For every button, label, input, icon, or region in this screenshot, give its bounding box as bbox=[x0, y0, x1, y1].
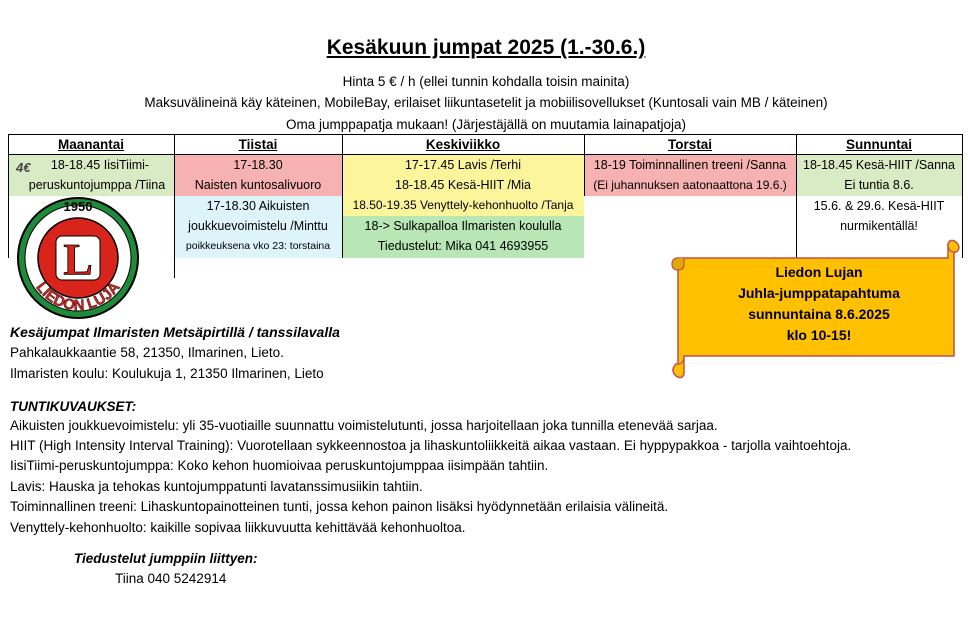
price-badge: 4€ bbox=[16, 160, 31, 175]
contact-line: Tiina 040 5242914 bbox=[115, 571, 227, 586]
wednesday-slot-2 bbox=[342, 216, 584, 258]
thursday-slot-1 bbox=[584, 155, 796, 196]
description-item: IisiTiimi-peruskuntojumppa: Koko kehon huomioivaa peruskuntojumppaa iisimpään tahtiin. bbox=[10, 458, 549, 473]
tuesday-line-2: Naisten kuntosalivuoro bbox=[194, 178, 322, 192]
wednesday-line-5: Tiedustelut: Mika 041 4693955 bbox=[377, 239, 549, 253]
day-header-wednesday: Keskiviikko bbox=[425, 137, 501, 152]
thursday-line-2: (Ei juhannuksen aatonaattona 19.6.) bbox=[593, 178, 787, 192]
price-info: Hinta 5 € / h (ellei tunnin kohdalla toisin mainita) bbox=[342, 74, 630, 89]
sunday-line-2: Ei tuntia 8.6. bbox=[844, 178, 914, 192]
banner-line-2: Juhla-jumppatapahtuma bbox=[738, 285, 900, 301]
grid-line bbox=[584, 134, 585, 196]
grid-line bbox=[342, 134, 343, 258]
description-item: Venyttely-kehonhuolto: kaikille sopivaa liikkuvuutta kehittävää kehonhuoltoa. bbox=[10, 520, 466, 535]
tuesday-line-3: 17-18.30 Aikuisten bbox=[206, 199, 310, 213]
description-item: HIIT (High Intensity Interval Training): Vuorotellaan sykkeennostoa ja lihaskuntoliikkeitä aikaa vastaan. Ei hyppypakkoa - tarjolla vaihtoehtoja. bbox=[10, 438, 852, 453]
monday-line-2: peruskuntojumppa /Tiina bbox=[28, 178, 166, 192]
tuesday-line-4: joukkuevoimistelu /Minttu bbox=[188, 219, 328, 233]
logo-year: 1950 bbox=[63, 199, 93, 214]
grid-line bbox=[8, 134, 963, 135]
description-item: Lavis: Hauska ja tehokas kuntojumppatunti lavatanssimusiikin tahtiin. bbox=[10, 479, 423, 494]
day-header-tuesday: Tiistai bbox=[238, 137, 278, 152]
day-header-thursday: Torstai bbox=[667, 137, 712, 152]
day-header-sunday: Sunnuntai bbox=[846, 137, 912, 152]
sunday-line-4: nurmikentällä! bbox=[840, 219, 918, 233]
location-heading: Kesäjumpat Ilmaristen Metsäpirtillä / tanssilavalla bbox=[10, 324, 340, 340]
logo-text: LIEDON LUJA bbox=[32, 278, 124, 315]
wednesday-line-2: 18-18.45 Kesä-HIIT /Mia bbox=[395, 178, 531, 192]
sunday-slot-1 bbox=[796, 155, 962, 196]
event-banner bbox=[668, 236, 964, 382]
tuesday-line-1: 17-18.30 bbox=[233, 158, 283, 172]
banner-line-1: Liedon Lujan bbox=[775, 264, 863, 280]
contact-heading: Tiedustelut jumppiin liittyen: bbox=[74, 551, 258, 566]
logo-letter: L bbox=[63, 235, 93, 284]
description-item: Aikuisten joukkuevoimistelu: yli 35-vuotiaille suunnattu voimistelutunti, jossa harjoitellaan joka tunnilla etenevää sarjaa. bbox=[10, 418, 718, 433]
monday-slot-1 bbox=[8, 155, 174, 196]
grid-line bbox=[8, 154, 963, 155]
description-item: Toiminnallinen treeni: Lihaskuntopainotteinen tunti, jossa kehon painon lisäksi hyödynnetään erilaisia välineitä. bbox=[10, 499, 669, 514]
sunday-line-1: 18-18.45 Kesä-HIIT /Sanna bbox=[803, 158, 955, 172]
tuesday-line-5: poikkeuksena vko 23: torstaina bbox=[185, 240, 331, 252]
mat-info: Oma jumppapatja mukaan! (Järjestäjällä on muutamia lainapatjoja) bbox=[286, 117, 686, 132]
banner-line-3: sunnuntaina 8.6.2025 bbox=[748, 306, 890, 322]
wednesday-line-1: 17-17.45 Lavis /Terhi bbox=[404, 158, 522, 172]
tuesday-slot-1 bbox=[174, 155, 342, 196]
tuesday-slot-2 bbox=[174, 196, 342, 258]
sunday-line-3: 15.6. & 29.6. Kesä-HIIT bbox=[813, 199, 945, 213]
sunday-slot-2 bbox=[796, 196, 962, 238]
grid-line bbox=[8, 134, 9, 258]
wednesday-line-3: 18.50-19.35 Venyttely-kehonhuolto /Tanja bbox=[352, 198, 574, 212]
location-line-2: Ilmaristen koulu: Koulukuja 1, 21350 Ilmarinen, Lieto bbox=[10, 366, 324, 381]
wednesday-line-4: 18-> Sulkapalloa Ilmaristen koululla bbox=[364, 219, 562, 233]
day-header-monday: Maanantai bbox=[57, 137, 125, 152]
grid-line bbox=[174, 134, 175, 278]
banner-line-4: klo 10-15! bbox=[786, 327, 852, 343]
payment-info: Maksuvälineinä käy käteinen, MobileBay, erilaiset liikuntasetelit ja mobiilisovellukset (Kuntosali vain MB / käteinen) bbox=[144, 95, 828, 110]
page-title: Kesäkuun jumpat 2025 (1.-30.6.) bbox=[326, 36, 646, 59]
thursday-line-1: 18-19 Toiminnallinen treeni /Sanna bbox=[593, 158, 787, 172]
liedon-luja-logo bbox=[16, 194, 140, 322]
location-line-1: Pahkalaukkaantie 58, 21350, Ilmarinen, Lieto. bbox=[10, 345, 284, 360]
monday-line-1: 18-18.45 IisiTiimi- bbox=[50, 158, 150, 172]
wednesday-slot-1 bbox=[342, 155, 584, 216]
descriptions-heading: TUNTIKUVAUKSET: bbox=[10, 399, 137, 414]
